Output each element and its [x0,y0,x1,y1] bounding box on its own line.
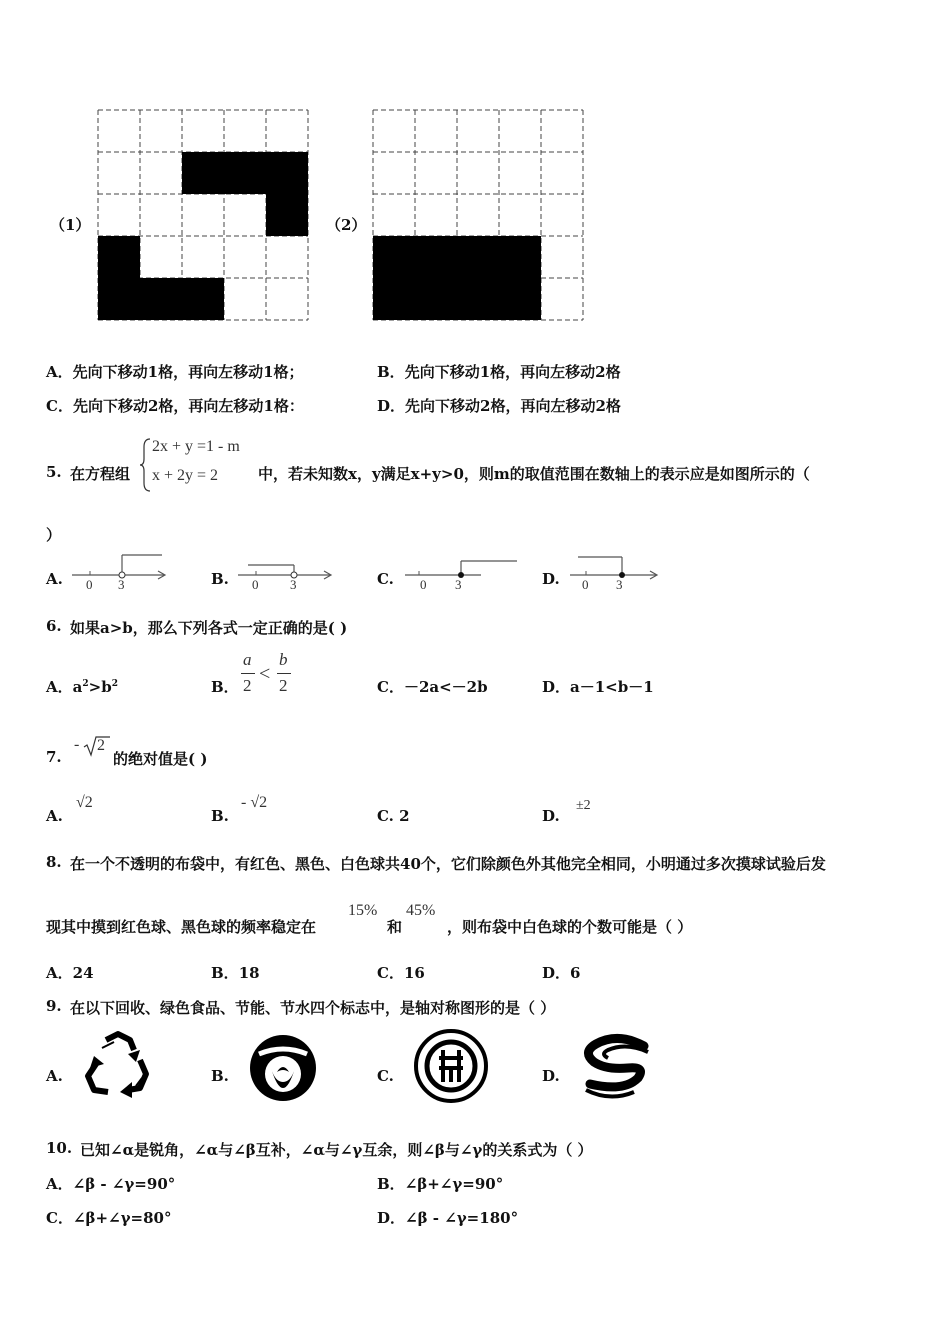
q7-a-value: √2 [76,794,93,811]
q5-c-tick-3: 3 [455,577,462,592]
water-saving-logo-icon[interactable] [578,1036,656,1102]
q5-d-tick-0: 0 [582,577,589,592]
q5-brace [140,437,152,493]
q9-number: 9. [46,997,62,1015]
q4-option-c[interactable]: C．先向下移动2格，再向左移动1格： [46,397,304,415]
q9-option-b-letter[interactable]: B. [211,1067,229,1085]
q5-b-tick-0: 0 [252,577,259,592]
q8-option-c[interactable]: C．16 [377,964,425,982]
q5-equation-1: 2x + y =1 - m [152,438,240,455]
q10-option-d[interactable]: D．∠β - ∠γ=180° [377,1209,519,1227]
q7-radicand: 2 [97,737,105,754]
grid-figure-1 [98,110,310,322]
q7-question-text: 的绝对值是( ) [113,750,208,768]
q4-option-a[interactable]: A．先向下移动1格，再向左移动1格； [46,363,304,381]
q9-option-d-letter[interactable]: D. [542,1067,560,1085]
q9-question-text: 在以下回收、绿色食品、节能、节水四个标志中，是轴对称图形的是（ ） [70,999,556,1017]
q9-option-c-letter[interactable]: C. [377,1067,394,1085]
q7-d-value: ±2 [576,798,591,813]
q5-question-text: 中，若未知数x，y满足x+y>0，则m的取值范围在数轴上的表示应是如图所示的（ [258,465,810,483]
q8-line-2-end: ，则布袋中白色球的个数可能是（ ） [447,918,693,936]
q7-b-value: - √2 [241,794,268,811]
q8-option-a[interactable]: A．24 [46,964,94,982]
q6-question-text: 如果a>b，那么下列各式一定正确的是( ) [70,619,348,637]
q10-number: 10. [46,1139,73,1157]
grid-figure-2 [373,110,585,322]
q6-option-b-letter[interactable]: B． [211,678,239,696]
q6-b-numerator-2: b [279,650,288,669]
q10-option-a[interactable]: A．∠β - ∠γ=90° [46,1175,176,1193]
q6-option-d[interactable]: D．a－1<b－1 [542,678,654,696]
q4-option-d[interactable]: D．先向下移动2格，再向左移动2格 [377,397,621,415]
q7-minus: - [74,736,80,753]
q5-prefix: 在方程组 [70,465,131,483]
q6-b-numerator-1: a [243,650,252,669]
q6-b-denominator-2: 2 [279,676,288,695]
q7-option-c[interactable]: C. 2 [377,807,410,825]
q6-number: 6. [46,617,62,635]
q8-option-d[interactable]: D．6 [542,964,581,982]
lower-shape [98,236,224,320]
q5-a-tick-3: 3 [118,577,125,592]
q5-option-c-letter[interactable]: C. [377,570,394,588]
q4-option-b[interactable]: B．先向下移动1格，再向左移动2格 [377,363,621,381]
q5-c-tick-0: 0 [420,577,427,592]
rectangle-shape [373,236,541,320]
q8-option-b[interactable]: B．18 [211,964,260,982]
q10-option-c[interactable]: C．∠β+∠γ=80° [46,1209,172,1227]
recycle-logo-icon[interactable] [84,1030,152,1102]
q5-number: 5. [46,463,62,481]
q6-b-fraction-bar-2 [277,673,291,674]
q7-number: 7. [46,748,62,766]
green-food-logo-icon[interactable] [247,1032,319,1104]
energy-saving-logo-icon[interactable] [413,1028,489,1104]
q10-option-b[interactable]: B．∠β+∠γ=90° [377,1175,504,1193]
q5-d-tick-3: 3 [616,577,623,592]
q5-b-tick-3: 3 [290,577,297,592]
q6-b-less-than: < [259,663,271,685]
q8-number: 8. [46,853,62,871]
q5-equation-2: x + 2y = 2 [152,467,219,484]
q10-question-text: 已知∠α是锐角，∠α与∠β互补，∠α与∠γ互余，则∠β与∠γ的关系式为（ ） [80,1141,593,1159]
q5-close-paren: ） [46,526,62,544]
figure-1-label: （1） [50,216,91,234]
figure-2-label: （2） [326,216,367,234]
q6-b-denominator-1: 2 [243,676,252,695]
q5-option-d-letter[interactable]: D. [542,570,560,588]
q6-option-a[interactable]: A．$a^2>b^2$ [46,678,118,696]
q6-option-c[interactable]: C．－2a<－2b [377,678,488,696]
upper-shape [182,152,308,236]
q5-option-a-letter[interactable]: A. [46,570,63,588]
q8-and: 和 [387,918,403,936]
q5-option-b-letter[interactable]: B. [211,570,229,588]
q5-a-tick-0: 0 [86,577,93,592]
q8-line-2-start: 现其中摸到红色球、黑色球的频率稳定在 [46,918,317,936]
q8-line-1: 在一个不透明的布袋中，有红色、黑色、白色球共40个，它们除颜色外其他完全相同，小明通过多次摸球试验后发 [70,855,826,873]
q8-percent-1: 15% [348,902,378,919]
q6-b-fraction-bar-1 [241,673,255,674]
q9-option-a-letter[interactable]: A. [46,1067,63,1085]
q8-percent-2: 45% [406,902,436,919]
